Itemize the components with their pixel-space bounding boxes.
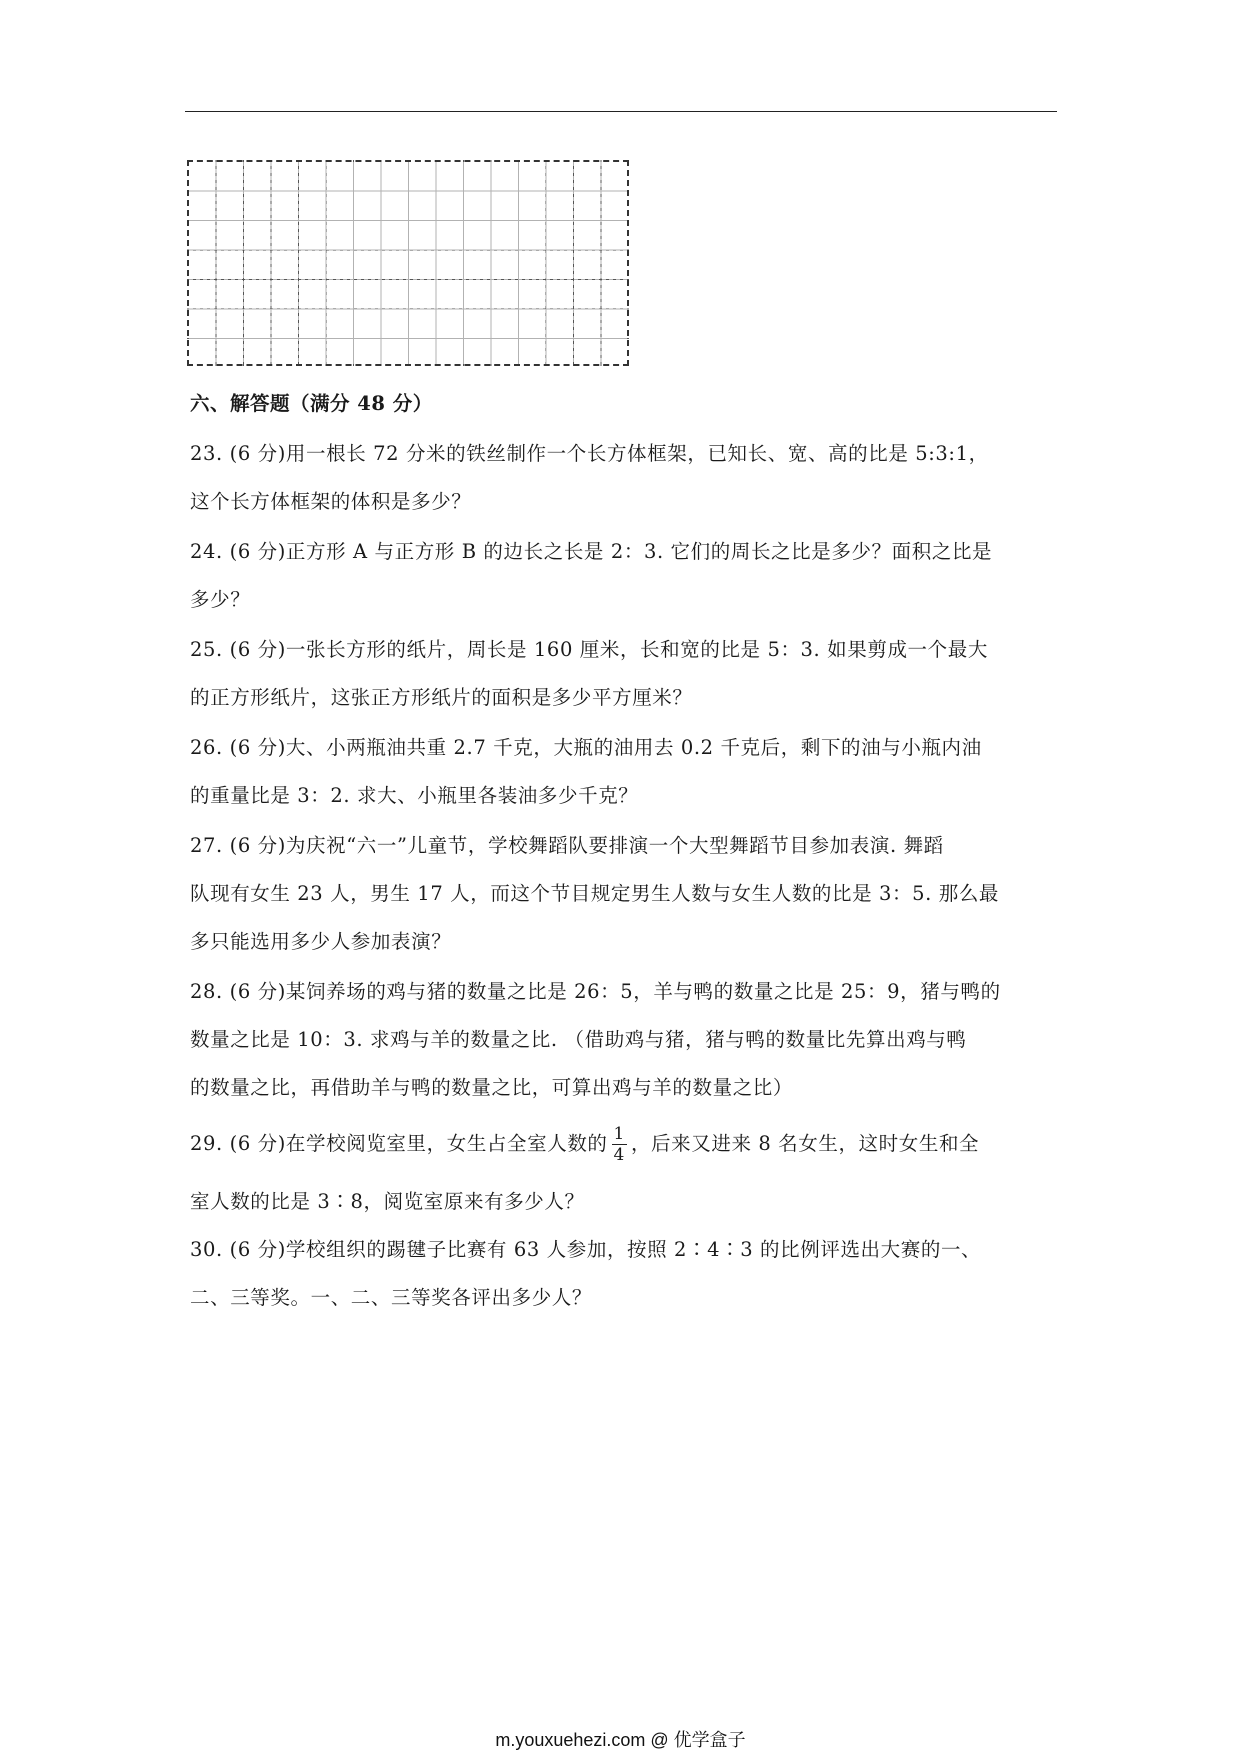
q30-line1: 30. (6 分)学校组织的踢毽子比赛有 63 人参加，按照 2∶4∶3 的比例评选出大赛的一、 <box>190 1238 982 1261</box>
footer-watermark: m.youxuehezi.com @ 优学盒子 <box>495 1730 746 1750</box>
q26-line1: 26. (6 分)大、小两瓶油共重 2.7 千克，大瓶的油用去 0.2 千克后，剩下的油与小瓶内油 <box>190 736 982 759</box>
header-rule <box>185 111 1057 112</box>
q24-line1: 24. (6 分)正方形 A 与正方形 B 的边长之长是 2：3. 它们的周长之比是多少？面积之比是 <box>190 540 993 563</box>
q26-line2: 的重量比是 3：2. 求大、小瓶里各装油多少千克？ <box>190 784 639 807</box>
q25-line2: 的正方形纸片，这张正方形纸片的面积是多少平方厘米？ <box>190 686 693 709</box>
q28-line2: 数量之比是 10：3. 求鸡与羊的数量之比. （借助鸡与猪，猪与鸭的数量比先算出鸡与鸭 <box>190 1028 967 1051</box>
q30-line2: 二、三等奖。一、二、三等奖各评出多少人？ <box>190 1286 593 1309</box>
fraction-one-quarter <box>612 1124 627 1165</box>
q29-line2: 室人数的比是 3∶8，阅览室原来有多少人？ <box>190 1190 585 1213</box>
q29-text-after: ，后来又进来 8 名女生，这时女生和全 <box>630 1132 980 1155</box>
q23-line1: 23. (6 分)用一根长 72 分米的铁丝制作一个长方体框架，已知长、宽、高的比是 5:3:1， <box>190 442 989 465</box>
q25-line1: 25. (6 分)一张长方形的纸片，周长是 160 厘米，长和宽的比是 5：3. 如果剪成一个最大 <box>190 638 988 661</box>
answer-grid <box>187 160 629 366</box>
q29-line1 <box>190 1124 979 1165</box>
q28-line1: 28. (6 分)某饲养场的鸡与猪的数量之比是 26：5，羊与鸭的数量之比是 25：9，猪与鸭的 <box>190 980 1001 1003</box>
q28-line3: 的数量之比，再借助羊与鸭的数量之比，可算出鸡与羊的数量之比） <box>190 1076 794 1099</box>
fraction-numerator: 1 <box>613 1124 625 1144</box>
section-title: 六、解答题（满分 48 分） <box>190 392 433 415</box>
q27-line3: 多只能选用多少人参加表演？ <box>190 930 452 953</box>
q27-line2: 队现有女生 23 人，男生 17 人，而这个节目规定男生人数与女生人数的比是 3：5. 那么最 <box>190 882 1000 905</box>
q24-line2: 多少？ <box>190 588 251 611</box>
fraction-denominator: 4 <box>613 1145 625 1165</box>
q29-text-before: 29. (6 分)在学校阅览室里，女生占全室人数的 <box>190 1132 608 1155</box>
q23-line2: 这个长方体框架的体积是多少？ <box>190 490 472 513</box>
q27-line1: 27. (6 分)为庆祝“六一”儿童节，学校舞蹈队要排演一个大型舞蹈节目参加表演. 舞蹈 <box>190 834 944 857</box>
